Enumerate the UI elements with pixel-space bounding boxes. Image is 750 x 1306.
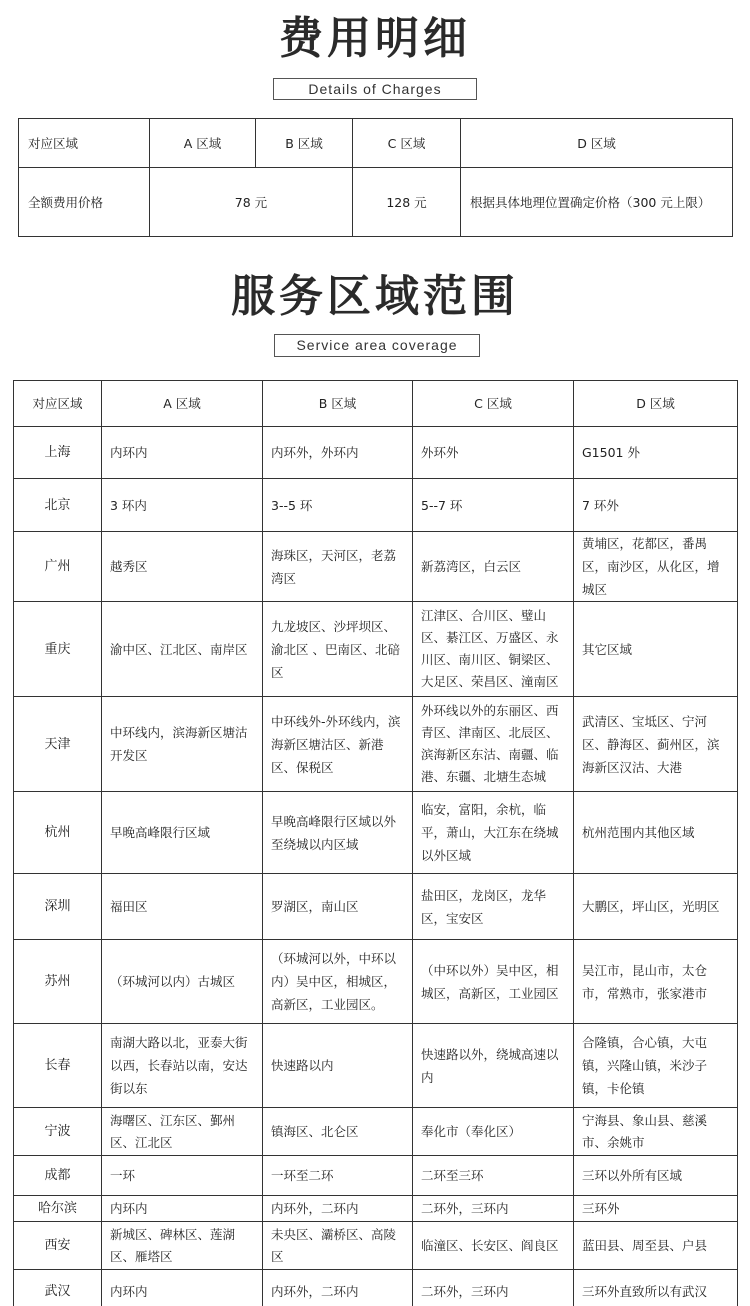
coverage-title: 服务区域范围 bbox=[231, 271, 519, 322]
zone-b-cell: 镇海区、北仑区 bbox=[263, 1108, 413, 1156]
fee-header-b: B 区域 bbox=[256, 119, 353, 168]
zone-a-cell: 海曙区、江东区、鄞州区、江北区 bbox=[102, 1108, 263, 1156]
fee-header-a: A 区域 bbox=[150, 119, 256, 168]
zone-a-cell: 新城区、碑林区、莲湖区、雁塔区 bbox=[102, 1222, 263, 1270]
fee-price-ab: 78 元 bbox=[150, 168, 353, 237]
table-row bbox=[14, 427, 738, 479]
city-cell: 重庆 bbox=[14, 602, 102, 697]
city-cell: 广州 bbox=[14, 532, 102, 602]
zone-b-cell: 内环外，二环内 bbox=[263, 1270, 413, 1306]
zone-a-cell: （环城河以内）古城区 bbox=[102, 940, 263, 1024]
zone-b-cell: 内环外，二环内 bbox=[263, 1196, 413, 1222]
zone-c-cell: 奉化市（奉化区） bbox=[413, 1108, 574, 1156]
fees-subtitle: Details of Charges bbox=[273, 78, 477, 100]
table-row bbox=[14, 697, 738, 792]
table-row bbox=[14, 1222, 738, 1270]
table-row bbox=[14, 1270, 738, 1306]
zone-a-cell: 南湖大路以北，亚泰大街以西，长春站以南，安达街以东 bbox=[102, 1024, 263, 1108]
fee-header-region: 对应区域 bbox=[19, 119, 150, 168]
fee-price-row bbox=[19, 168, 733, 237]
zone-a-cell: 越秀区 bbox=[102, 532, 263, 602]
zone-c-cell: 临潼区、长安区、阎良区 bbox=[413, 1222, 574, 1270]
fee-header-d: D 区域 bbox=[461, 119, 733, 168]
zone-c-cell: 二环外，三环内 bbox=[413, 1196, 574, 1222]
table-row bbox=[14, 792, 738, 874]
zone-c-cell: 新荔湾区，白云区 bbox=[413, 532, 574, 602]
zone-d-cell: G1501 外 bbox=[574, 427, 738, 479]
coverage-header-region: 对应区域 bbox=[14, 381, 102, 427]
fee-header-c: C 区域 bbox=[353, 119, 461, 168]
fee-table bbox=[18, 118, 733, 237]
zone-c-cell: 二环至三环 bbox=[413, 1156, 574, 1196]
coverage-header-row bbox=[14, 381, 738, 427]
zone-c-cell: 快速路以外，绕城高速以内 bbox=[413, 1024, 574, 1108]
zone-c-cell: （中环以外）吴中区，相城区，高新区，工业园区 bbox=[413, 940, 574, 1024]
table-row bbox=[14, 602, 738, 697]
zone-d-cell: 7 环外 bbox=[574, 479, 738, 532]
fees-title: 费用明细 bbox=[279, 13, 471, 64]
city-cell: 武汉 bbox=[14, 1270, 102, 1306]
coverage-header-d: D 区域 bbox=[574, 381, 738, 427]
coverage-header-b: B 区域 bbox=[263, 381, 413, 427]
table-row bbox=[14, 1196, 738, 1222]
zone-d-cell: 黄埔区，花都区，番禺区，南沙区，从化区，增城区 bbox=[574, 532, 738, 602]
zone-d-cell: 三环外直致所以有武汉 bbox=[574, 1270, 738, 1306]
zone-d-cell: 合隆镇，合心镇，大屯镇，兴隆山镇，米沙子镇，卡伦镇 bbox=[574, 1024, 738, 1108]
zone-b-cell: （环城河以外，中环以内）吴中区，相城区，高新区，工业园区。 bbox=[263, 940, 413, 1024]
zone-d-cell: 蓝田县、周至县、户县 bbox=[574, 1222, 738, 1270]
zone-a-cell: 内环内 bbox=[102, 427, 263, 479]
zone-d-cell: 三环以外所有区域 bbox=[574, 1156, 738, 1196]
zone-b-cell: 未央区、灞桥区、高陵区 bbox=[263, 1222, 413, 1270]
zone-b-cell: 一环至二环 bbox=[263, 1156, 413, 1196]
zone-c-cell: 江津区、合川区、璧山区、綦江区、万盛区、永川区、南川区、铜梁区、大足区、荣昌区、潼南区 bbox=[413, 602, 574, 697]
city-cell: 苏州 bbox=[14, 940, 102, 1024]
zone-d-cell: 吴江市，昆山市，太仓市，常熟市，张家港市 bbox=[574, 940, 738, 1024]
zone-c-cell: 临安，富阳，余杭，临平，萧山，大江东在绕城以外区域 bbox=[413, 792, 574, 874]
zone-c-cell: 5--7 环 bbox=[413, 479, 574, 532]
city-cell: 成都 bbox=[14, 1156, 102, 1196]
fee-price-label: 全额费用价格 bbox=[19, 168, 150, 237]
city-cell: 天津 bbox=[14, 697, 102, 792]
zone-b-cell: 中环线外-外环线内，滨海新区塘沽区、新港区、保税区 bbox=[263, 697, 413, 792]
city-cell: 杭州 bbox=[14, 792, 102, 874]
zone-b-cell: 早晚高峰限行区域以外至绕城以内区域 bbox=[263, 792, 413, 874]
zone-c-cell: 盐田区，龙岗区，龙华区，宝安区 bbox=[413, 874, 574, 940]
fee-price-d: 根据具体地理位置确定价格（300 元上限） bbox=[461, 168, 733, 237]
zone-a-cell: 一环 bbox=[102, 1156, 263, 1196]
zone-c-cell: 外环外 bbox=[413, 427, 574, 479]
coverage-subtitle: Service area coverage bbox=[274, 334, 480, 357]
table-row bbox=[14, 940, 738, 1024]
zone-c-cell: 二环外，三环内 bbox=[413, 1270, 574, 1306]
zone-c-cell: 外环线以外的东丽区、西青区、津南区、北辰区、滨海新区东沽、南疆、临港、东疆、北塘生态城 bbox=[413, 697, 574, 792]
zone-a-cell: 3 环内 bbox=[102, 479, 263, 532]
coverage-header-c: C 区域 bbox=[413, 381, 574, 427]
city-cell: 宁波 bbox=[14, 1108, 102, 1156]
coverage-header-a: A 区域 bbox=[102, 381, 263, 427]
zone-d-cell: 三环外 bbox=[574, 1196, 738, 1222]
table-row bbox=[14, 532, 738, 602]
table-row bbox=[14, 479, 738, 532]
coverage-table bbox=[13, 380, 738, 1306]
table-row bbox=[14, 1024, 738, 1108]
zone-d-cell: 其它区域 bbox=[574, 602, 738, 697]
city-cell: 上海 bbox=[14, 427, 102, 479]
table-row bbox=[14, 1156, 738, 1196]
fee-price-c: 128 元 bbox=[353, 168, 461, 237]
zone-a-cell: 早晚高峰限行区域 bbox=[102, 792, 263, 874]
zone-b-cell: 快速路以内 bbox=[263, 1024, 413, 1108]
zone-d-cell: 武清区、宝坻区、宁河区、静海区、蓟州区，滨海新区汉沽、大港 bbox=[574, 697, 738, 792]
city-cell: 西安 bbox=[14, 1222, 102, 1270]
zone-d-cell: 大鹏区，坪山区，光明区 bbox=[574, 874, 738, 940]
zone-d-cell: 宁海县、象山县、慈溪市、余姚市 bbox=[574, 1108, 738, 1156]
city-cell: 长春 bbox=[14, 1024, 102, 1108]
zone-a-cell: 内环内 bbox=[102, 1270, 263, 1306]
city-cell: 深圳 bbox=[14, 874, 102, 940]
table-row bbox=[14, 1108, 738, 1156]
table-row bbox=[14, 874, 738, 940]
city-cell: 哈尔滨 bbox=[14, 1196, 102, 1222]
zone-a-cell: 中环线内，滨海新区塘沽开发区 bbox=[102, 697, 263, 792]
city-cell: 北京 bbox=[14, 479, 102, 532]
zone-a-cell: 内环内 bbox=[102, 1196, 263, 1222]
fee-header-row bbox=[19, 119, 733, 168]
zone-b-cell: 3--5 环 bbox=[263, 479, 413, 532]
zone-b-cell: 海珠区，天河区，老荔湾区 bbox=[263, 532, 413, 602]
zone-a-cell: 福田区 bbox=[102, 874, 263, 940]
zone-a-cell: 渝中区、江北区、南岸区 bbox=[102, 602, 263, 697]
zone-d-cell: 杭州范围内其他区域 bbox=[574, 792, 738, 874]
zone-b-cell: 内环外，外环内 bbox=[263, 427, 413, 479]
zone-b-cell: 九龙坡区、沙坪坝区、渝北区 、巴南区、北碚区 bbox=[263, 602, 413, 697]
zone-b-cell: 罗湖区，南山区 bbox=[263, 874, 413, 940]
